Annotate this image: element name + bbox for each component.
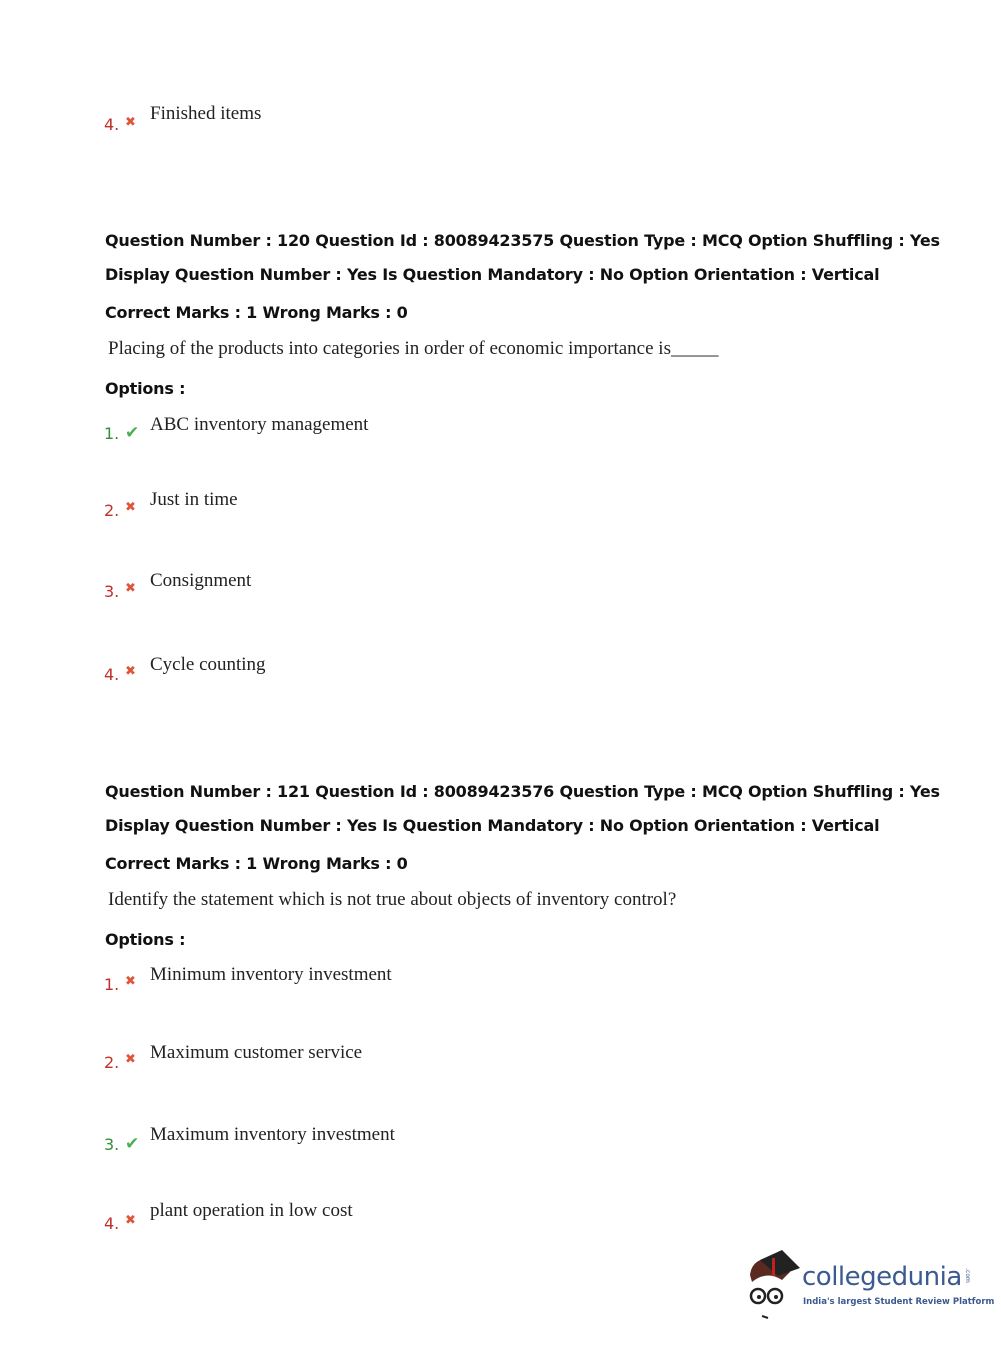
logo-tagline: India's largest Student Review Platform [803,1297,995,1307]
option-number: 4. [104,665,120,684]
wrong-icon: ✖ [125,500,136,515]
option-text: Maximum customer service [150,1042,363,1063]
option-number: 2. [104,501,120,520]
option-text: ABC inventory management [150,414,369,435]
logo-tld: .com [963,1268,971,1283]
question-marks: Correct Marks : 1 Wrong Marks : 0 [105,303,408,322]
wrong-icon: ✖ [125,1213,136,1228]
question-marks: Correct Marks : 1 Wrong Marks : 0 [105,854,408,873]
option-text: Just in time [150,489,238,510]
wrong-icon: ✖ [125,1052,136,1067]
question-meta: Display Question Number : Yes Is Question Mandatory : No Option Orientation : Vertical [105,816,880,835]
options-label: Options : [105,379,186,398]
option-number: 1. [104,424,120,443]
question-meta: Display Question Number : Yes Is Question Mandatory : No Option Orientation : Vertical [105,265,880,284]
wrong-icon: ✖ [125,115,136,130]
collegedunia-logo [742,1250,995,1320]
option-number: 3. [104,1135,120,1154]
check-icon: ✔ [125,1134,140,1154]
option-text: Finished items [150,103,262,124]
question-text: Identify the statement which is not true about objects of inventory control? [108,889,677,910]
option-text: Maximum inventory investment [150,1124,395,1145]
wrong-icon: ✖ [125,664,136,679]
question-text: Placing of the products into categories in order of economic importance is_____ [108,338,719,359]
wrong-icon: ✖ [125,974,136,989]
option-number: 4. [104,1214,120,1233]
question-meta: Question Number : 120 Question Id : 80089423575 Question Type : MCQ Option Shuffling : Yes [105,231,940,250]
option-text: plant operation in low cost [150,1200,353,1221]
option-text: Cycle counting [150,654,266,675]
mascot-icon [742,1250,802,1320]
option-number: 3. [104,582,120,601]
option-text: Minimum inventory investment [150,964,392,985]
option-number: 1. [104,975,120,994]
options-label: Options : [105,930,186,949]
question-meta: Question Number : 121 Question Id : 80089423576 Question Type : MCQ Option Shuffling : Yes [105,782,940,801]
option-number: 4. [104,115,120,134]
check-icon: ✔ [125,423,140,443]
option-number: 2. [104,1053,120,1072]
wrong-icon: ✖ [125,581,136,596]
logo-brand: collegedunia [802,1262,962,1292]
option-text: Consignment [150,570,252,591]
